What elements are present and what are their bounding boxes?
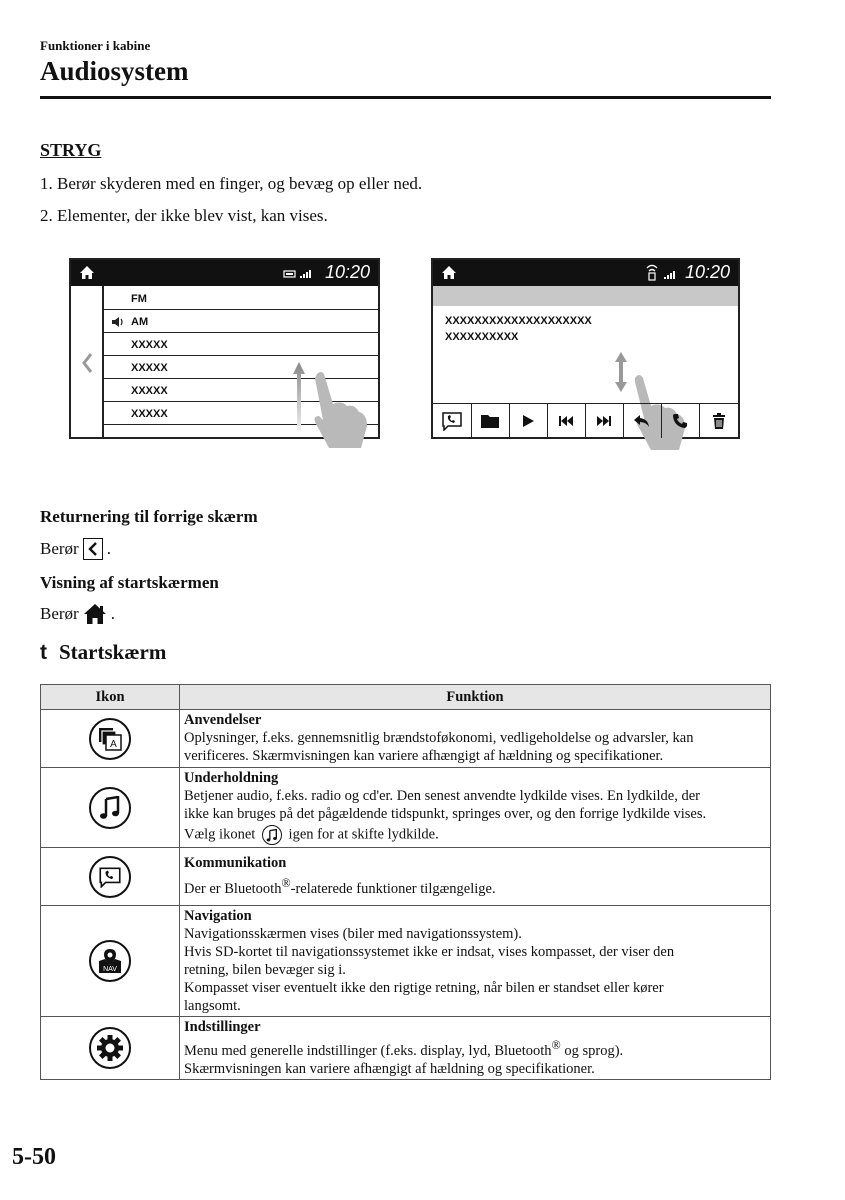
title-rule [40,96,771,99]
row-text: Betjener audio, f.eks. radio og cd'er. Den senest anvendte lydkilde vises. En lydkilde, der [184,788,701,804]
reply-button[interactable] [623,404,662,438]
list-item[interactable]: XXXXX [103,334,378,356]
row-text: ikke kan bruges på det pågældende tidspunkt, springes over, og den forrige lydkilde vises. [184,806,707,822]
phone-icon [440,411,464,431]
table-header [41,685,771,710]
bullet-marker: t [40,641,47,664]
screen-list-example [69,258,380,439]
icon-cell [41,1017,180,1080]
icon-cell [41,848,180,906]
function-cell [180,710,771,768]
table-row [41,906,771,1017]
list-item[interactable]: XXXXX [103,380,378,402]
speaker-icon [111,316,125,328]
signal-wifi-icon [645,263,677,281]
button-bar [433,403,738,438]
clock: 10:20 [684,262,730,282]
folder-icon [480,413,500,429]
screen-phone-example [431,258,740,439]
svg-text:A: A [110,738,117,750]
swipe-heading: STRYG [40,140,102,160]
phone-button[interactable] [433,404,472,438]
list-item[interactable] [103,311,378,333]
function-cell [180,906,771,1017]
settings-gear-icon [89,1027,131,1069]
message-line-2: XXXXXXXXXX [445,331,519,343]
call-button[interactable] [661,404,700,438]
screen-status-bar [71,260,378,286]
page-number: 5-50 [12,1144,56,1170]
return-heading: Returnering til forrige skærm [40,507,258,526]
folder-button[interactable] [471,404,510,438]
list-item[interactable]: XXXXX [103,357,378,379]
reply-icon [633,414,651,428]
music-note-icon [262,825,282,845]
startscreen-heading [40,640,166,665]
row-text: Der er Bluetooth®-relaterede funktioner tilgængelige. [184,876,496,897]
row-title: Anvendelser [184,712,262,728]
applications-icon [89,718,131,760]
icon-cell [41,906,180,1017]
home-instruction: Berør . [40,604,115,623]
step-2: 2. Elementer, der ikke blev vist, kan vises. [40,206,328,225]
table-row [41,1017,771,1080]
table-row [41,710,771,768]
function-cell [180,848,771,906]
step-1: 1. Berør skyderen med en finger, og bevæg op eller ned. [40,174,423,193]
home-icon[interactable] [441,265,457,280]
message-line-1: XXXXXXXXXXXXXXXXXXXX [445,315,592,327]
home-heading: Visning af startskærmen [40,573,219,592]
row-text: Oplysninger, f.eks. gennemsnitlig brændstoføkonomi, vedligeholdelse og advarsler, kan [184,730,694,746]
row-title: Kommunikation [184,855,287,871]
nav-label: NAV [103,966,117,973]
trash-icon [712,413,726,429]
section-label: Funktioner i kabine [40,38,151,53]
title-strip [433,286,738,306]
table-row [41,768,771,848]
back-chevron-icon [83,538,103,560]
startscreen-title: Startskærm [59,640,167,664]
col-header-icon: Ikon [41,685,180,710]
navigation-icon [89,940,131,982]
row-text: Vælg ikonet igen for at skifte lydkilde. [184,825,766,845]
row-text: Kompasset viser eventuelt ikke den rigtige retning, når bilen er standset eller kører [184,980,664,996]
music-note-icon [89,787,131,829]
row-text: Menu med generelle indstillinger (f.eks. display, lyd, Bluetooth® og sprog). [184,1038,624,1059]
icon-cell [41,768,180,848]
home-icon[interactable] [79,265,95,280]
chevron-left-icon[interactable] [81,352,93,374]
row-text: Navigationsskærmen vises (biler med navigationssystem). [184,926,522,942]
scroll-arrows-icon [614,352,628,392]
row-text: retning, bilen bevæger sig i. [184,962,346,978]
return-text: Berør [40,539,79,558]
icon-cell [41,710,180,768]
icon-function-table [40,684,771,1080]
page-title: Audiosystem [40,56,189,86]
list-item[interactable]: XXXXX [103,403,378,425]
row-text: verificeres. Skærmvisningen kan variere afhængigt af hældning og specifikationer. [184,748,664,764]
row-title: Underholdning [184,770,279,786]
list-item[interactable]: FM [103,288,378,310]
skip-forward-icon [596,416,612,426]
play-icon [521,414,535,428]
delete-button[interactable] [699,404,738,438]
home-text: Berør [40,604,79,623]
home-icon [83,603,107,625]
list-item-label: AM [131,316,149,328]
screen-status-bar [433,260,738,286]
row-text: langsomt. [184,998,241,1014]
clock: 10:20 [324,262,370,282]
play-button[interactable] [509,404,548,438]
swipe-up-gesture-icon [291,360,371,453]
battery-signal-icon [283,269,313,279]
return-instruction: Berør . [40,539,111,558]
function-cell [180,768,771,848]
row-title: Indstillinger [184,1019,261,1035]
next-track-button[interactable] [585,404,624,438]
phone-icon [89,856,131,898]
row-text: Hvis SD-kortet til navigationssystemet ikke er indsat, vises kompasset, der viser den [184,944,675,960]
table-row [41,848,771,906]
handset-icon [672,413,688,429]
function-cell [180,1017,771,1080]
row-text: Skærmvisningen kan variere afhængigt af hældning og specifikationer. [184,1060,595,1077]
previous-track-button[interactable] [547,404,586,438]
row-title: Navigation [184,908,252,924]
col-header-function: Funktion [180,685,771,710]
skip-back-icon [558,416,574,426]
